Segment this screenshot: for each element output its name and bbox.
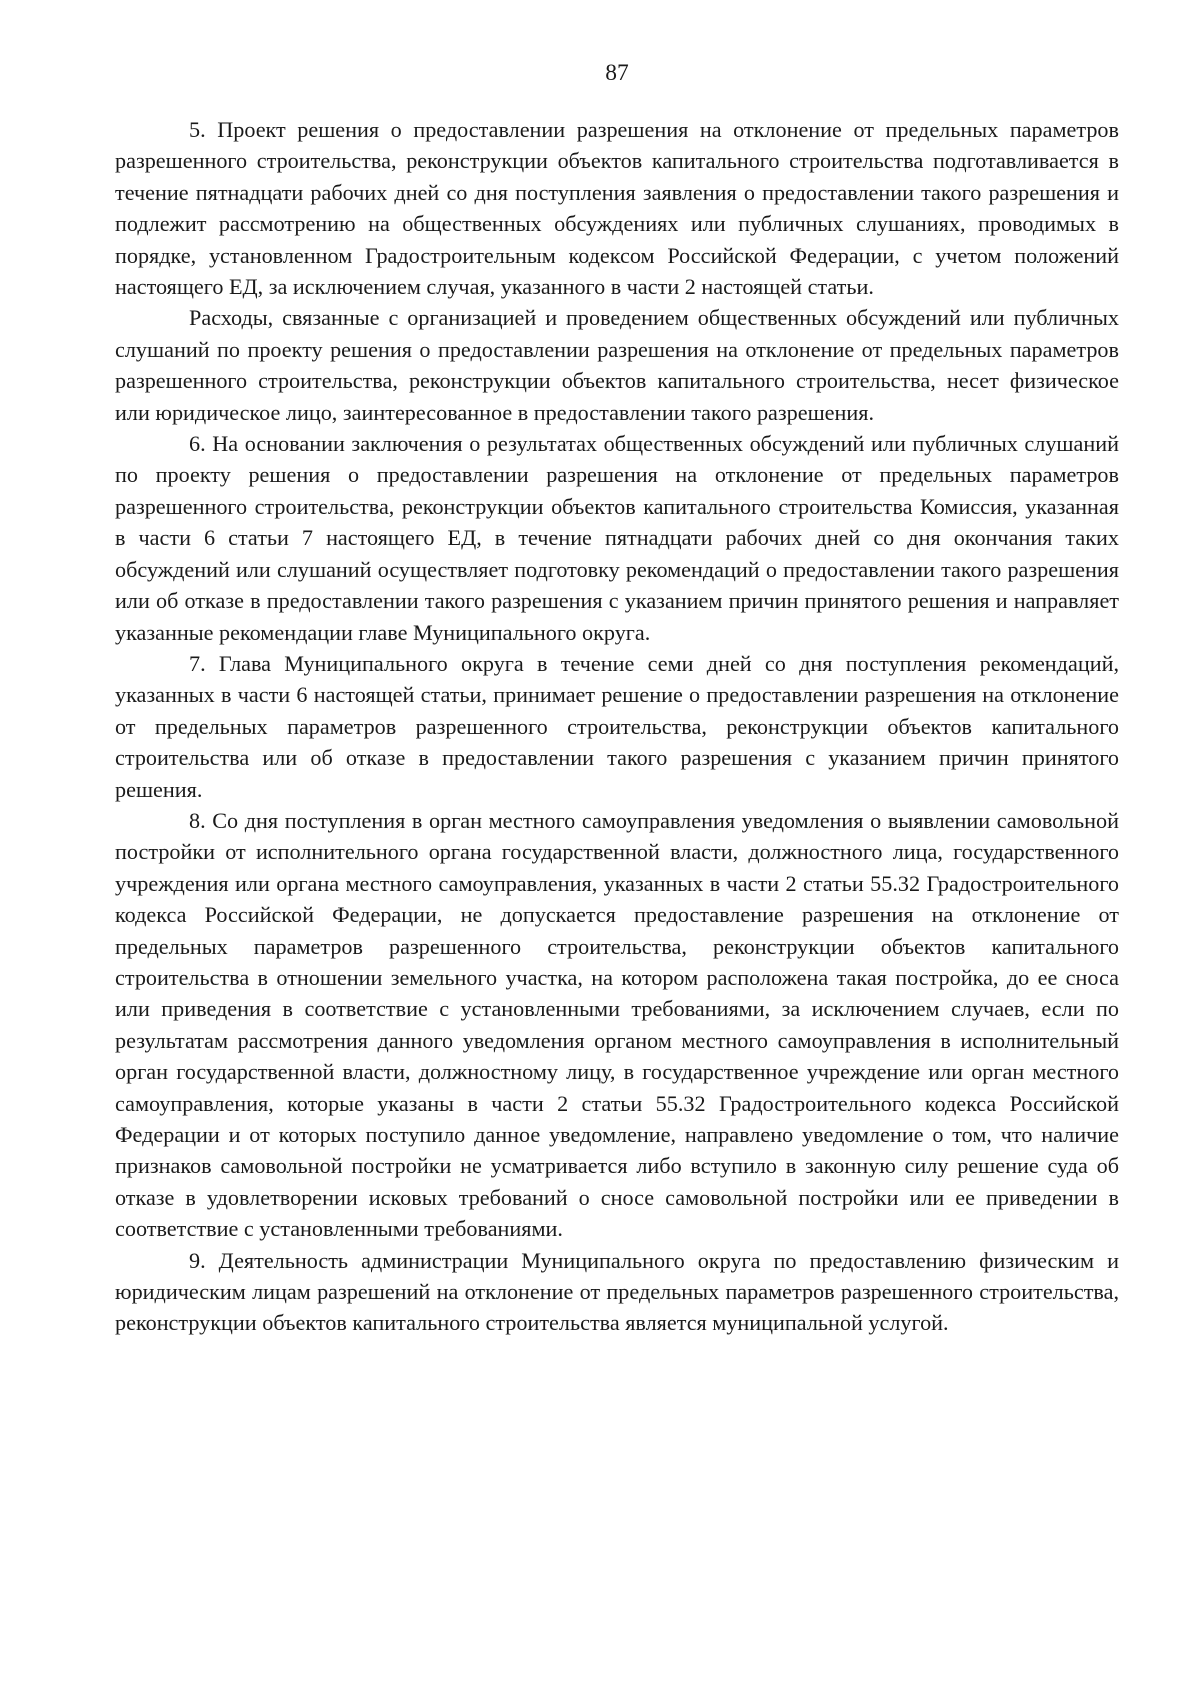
- paragraph-item-8: 8. Со дня поступления в орган местного самоуправления уведомления о выявлении самовольной постройки от исполнительного органа государственной власти, должностного лица, государственного учреждения или органа местного самоуправления, указанных в части 2 статьи 55.32 Градостроительного кодекса Российской Федерации, не допускается предоставление разрешения на отклонение от предельных параметров разрешенного строительства, реконструкции объектов капитального строительства в отношении земельного участка, на котором расположена такая постройка, до ее сноса или приведения в соответствие с установленными требованиями, за исключением случаев, если по результатам рассмотрения данного уведомления органом местного самоуправления в исполнительный орган государственной власти, должностному лицу, в государственное учреждение или орган местного самоуправления, которые указаны в части 2 статьи 55.32 Градостроительного кодекса Российской Федерации и от которых поступило данное уведомление, направлено уведомление о том, что наличие признаков самовольной постройки не усматривается либо вступило в законную силу решение суда об отказе в удовлетворении исковых требований о сносе самовольной постройки или ее приведении в соответствие с установленными требованиями.: [115, 807, 1119, 1242]
- document-body: [115, 114, 1119, 1339]
- paragraph-item-7: 7. Глава Муниципального округа в течение семи дней со дня поступления рекомендаций, указанных в части 6 настоящей статьи, принимает решение о предоставлении разрешения на отклонение от предельных параметров разрешенного строительства, реконструкции объектов капитального строительства или об отказе в предоставлении такого разрешения с указанием причин принятого решения.: [115, 650, 1119, 802]
- paragraph-item-5: 5. Проект решения о предоставлении разрешения на отклонение от предельных параметров разрешенного строительства, реконструкции объектов капитального строительства подготавливается в течение пятнадцати рабочих дней со дня поступления заявления о предоставлении такого разрешения и подлежит рассмотрению на общественных обсуждениях или публичных слушаниях, проводимых в порядке, установленном Градостроительным кодексом Российской Федерации, с учетом положений настоящего ЕД, за исключением случая, указанного в части 2 настоящей статьи.: [115, 117, 1119, 300]
- paragraph-expenses: Расходы, связанные с организацией и проведением общественных обсуждений или публичных слушаний по проекту решения о предоставлении разрешения на отклонение от предельных параметров разрешенного строительства, реконструкции объектов капитального строительства, несет физическое или юридическое лицо, заинтересованное в предоставлении такого разрешения.: [115, 305, 1119, 425]
- paragraph-item-9: 9. Деятельность администрации Муниципального округа по предоставлению физическим и юридическим лицам разрешений на отклонение от предельных параметров разрешенного строительства, реконструкции объектов капитального строительства является муниципальной услугой.: [115, 1247, 1119, 1336]
- paragraph-item-6: 6. На основании заключения о результатах общественных обсуждений или публичных слушаний по проекту решения о предоставлении разрешения на отклонение от предельных параметров разрешенного строительства, реконструкции объектов капитального строительства Комиссия, указанная в части 6 статьи 7 настоящего ЕД, в течение пятнадцати рабочих дней со дня окончания таких обсуждений или слушаний осуществляет подготовку рекомендаций о предоставлении такого разрешения или об отказе в предоставлении такого разрешения с указанием причин принятого решения и направляет указанные рекомендации главе Муниципального округа.: [115, 431, 1119, 645]
- page-number: 87: [605, 60, 629, 86]
